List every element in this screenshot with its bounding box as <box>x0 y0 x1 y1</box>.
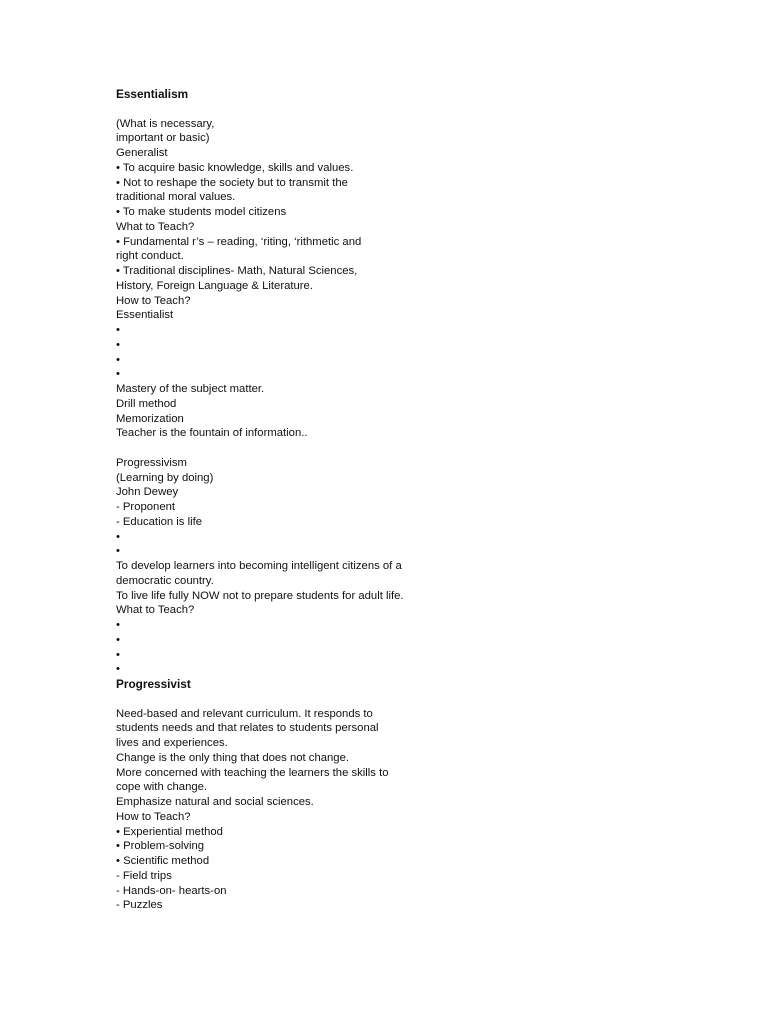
text-line: What to Teach? <box>116 220 195 233</box>
blank-line <box>116 441 446 456</box>
text-line: Change is the only thing that does not change. <box>116 751 350 764</box>
empty-bullet: • <box>116 648 120 661</box>
bullet-item: • Traditional disciplines- Math, Natural Sciences, <box>116 265 358 277</box>
text-line: cope with change. <box>116 781 208 794</box>
text-line: How to Teach? <box>116 294 191 307</box>
text-line: (Learning by doing) <box>116 471 214 484</box>
text-line: To develop learners into becoming intelligent citizens of a <box>116 560 402 572</box>
section-heading: Essentialism <box>116 87 189 101</box>
text-line: traditional moral values. <box>116 191 236 204</box>
bullet-item: • Experiential method <box>116 825 223 838</box>
text-line: lives and experiences. <box>116 737 228 749</box>
empty-bullet: • <box>116 619 120 631</box>
dash-item: - Puzzles <box>116 899 163 912</box>
empty-bullet: • <box>116 530 120 543</box>
empty-bullet: • <box>116 353 120 366</box>
text-line: Need-based and relevant curriculum. It responds to <box>116 707 373 720</box>
text-line: To live life fully NOW not to prepare students for adult life. <box>116 589 404 602</box>
text-line: John Dewey <box>116 486 179 499</box>
text-line: Memorization <box>116 412 184 425</box>
text-line: Essentialist <box>116 309 174 322</box>
text-line: Emphasize natural and social sciences. <box>116 796 314 808</box>
bullet-item: • Scientific method <box>116 855 210 867</box>
empty-bullet: • <box>116 663 120 676</box>
bullet-item: • Problem-solving <box>116 840 205 853</box>
text-line: How to Teach? <box>116 810 191 823</box>
empty-bullet: • <box>116 324 120 336</box>
bullet-item: • Not to reshape the society but to transmit the <box>116 176 348 189</box>
text-line: Teacher is the fountain of information.. <box>116 427 308 440</box>
text-line: Progressivism <box>116 456 187 469</box>
text-line: What to Teach? <box>116 604 195 617</box>
empty-bullet: • <box>116 545 120 558</box>
text-line: important or basic) <box>116 132 210 145</box>
empty-bullet: • <box>116 338 120 351</box>
text-line: History, Foreign Language & Literature. <box>116 279 313 292</box>
text-line: students needs and that relates to students personal <box>116 722 379 735</box>
blank-line <box>116 102 446 117</box>
text-line: Drill method <box>116 397 177 410</box>
bullet-item: • Fundamental r’s – reading, ‘riting, ‘rithmetic and <box>116 235 362 248</box>
dash-item: - Proponent <box>116 501 176 513</box>
document-body <box>116 87 446 913</box>
bullet-item: • To make students model citizens <box>116 206 287 218</box>
dash-item: - Education is life <box>116 515 203 528</box>
dash-item: - Hands-on- hearts-on <box>116 884 227 897</box>
empty-bullet: • <box>116 633 120 646</box>
text-line: (What is necessary, <box>116 117 215 130</box>
text-line: democratic country. <box>116 574 214 587</box>
empty-bullet: • <box>116 368 120 381</box>
text-line: More concerned with teaching the learners the skills to <box>116 766 389 779</box>
text-line: Mastery of the subject matter. <box>116 383 265 395</box>
bullet-item: • To acquire basic knowledge, skills and values. <box>116 161 354 174</box>
section-heading: Progressivist <box>116 677 191 691</box>
text-line: Generalist <box>116 147 168 159</box>
text-line: right conduct. <box>116 250 184 263</box>
blank-line <box>116 692 446 707</box>
dash-item: - Field trips <box>116 869 172 882</box>
